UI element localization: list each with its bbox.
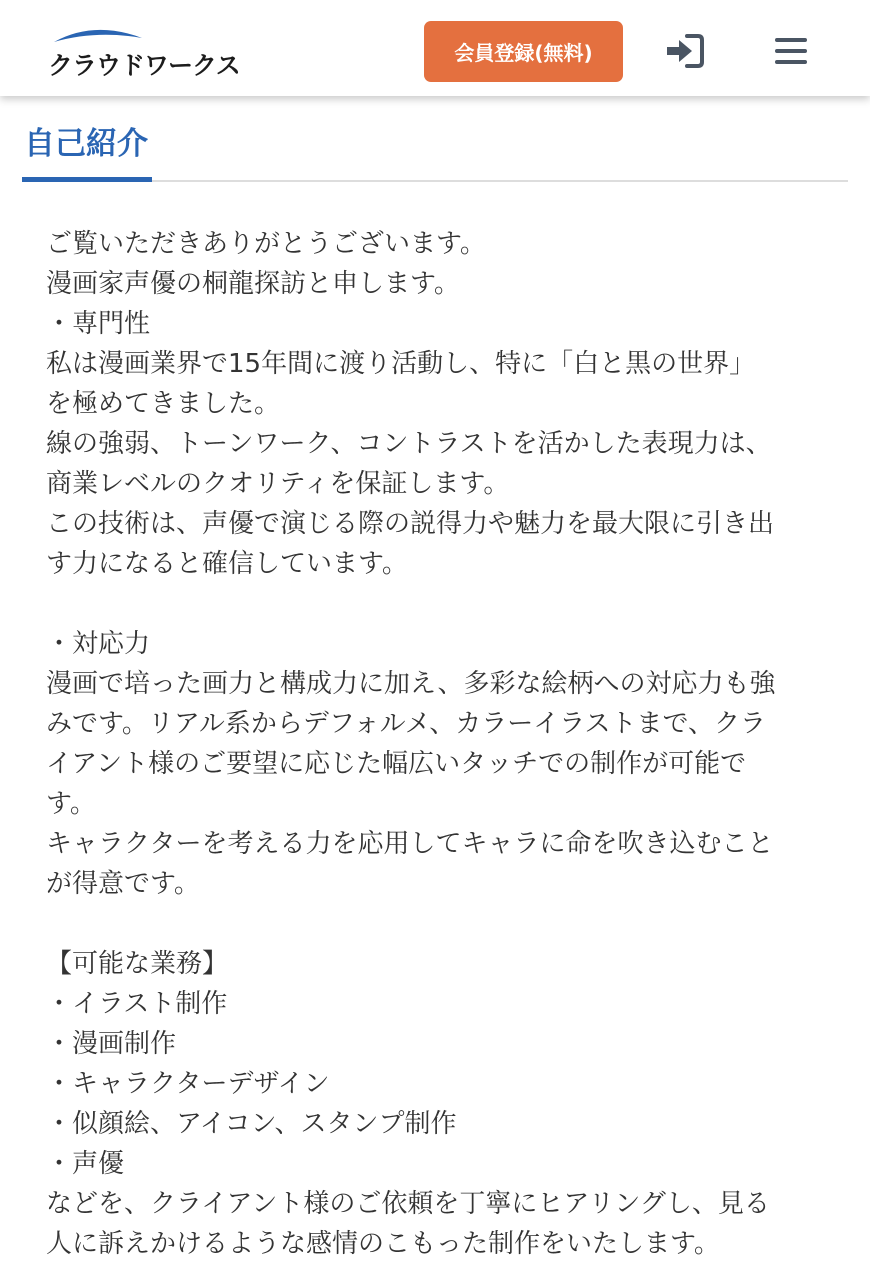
intro-line: す。 (46, 789, 96, 819)
intro-line: ・対応力 (46, 629, 151, 659)
register-button[interactable]: 会員登録(無料) (424, 21, 623, 82)
sign-in-icon[interactable] (665, 33, 705, 69)
intro-line: ・似顔絵、アイコン、スタンプ制作 (46, 1109, 457, 1139)
intro-line: 【可能な業務】 (46, 949, 229, 979)
section-header (22, 96, 848, 182)
section-title-underline (22, 177, 152, 182)
intro-line: 漫画で培った画力と構成力に加え、多彩な絵柄への対応力も強 (46, 669, 776, 699)
intro-line: 商業レベルのクオリティを保証します。 (46, 469, 510, 499)
intro-line: す力になると確信しています。 (46, 549, 408, 579)
intro-blank-line (46, 904, 836, 944)
hamburger-menu-icon[interactable] (774, 36, 808, 66)
site-header (0, 0, 870, 96)
crowdworks-logo[interactable] (46, 24, 240, 80)
intro-line: キャラクターを考える力を応用してキャラに命を吹き込むこと (46, 829, 774, 859)
intro-line: が得意です。 (46, 869, 200, 899)
logo-arc-icon (46, 24, 146, 44)
self-introduction-text (46, 224, 836, 1264)
intro-line: ・声優 (46, 1149, 125, 1179)
intro-line: ・キャラクターデザイン (46, 1069, 330, 1099)
intro-line: 人に訴えかけるような感情のこもった制作をいたします。 (46, 1229, 720, 1259)
intro-blank-line (46, 584, 836, 624)
logo-text: クラウドワークス (48, 51, 240, 80)
intro-line: この技術は、声優で演じる際の説得力や魅力を最大限に引き出 (46, 509, 775, 539)
section-title: 自己紹介 (24, 126, 148, 162)
intro-line: イアント様のご要望に応じた幅広いタッチでの制作が可能で (46, 749, 747, 779)
intro-line: などを、クライアント様のご依頼を丁寧にヒアリングし、見る (46, 1189, 770, 1219)
intro-line: ・専門性 (46, 309, 151, 339)
intro-line: 線の強弱、トーンワーク、コントラストを活かした表現力は、 (46, 429, 772, 459)
intro-line: ・イラスト制作 (46, 989, 228, 1019)
intro-line: ・漫画制作 (46, 1029, 177, 1059)
intro-line: 漫画家声優の桐龍探訪と申します。 (46, 269, 460, 299)
intro-line: を極めてきました。 (46, 389, 281, 419)
intro-line: ご覧いただきありがとうございます。 (46, 229, 486, 259)
intro-line: 私は漫画業界で15年間に渡り活動し、特に「白と黒の世界」 (46, 349, 756, 379)
intro-line: みです。リアル系からデフォルメ、カラーイラストまで、クラ (46, 709, 766, 739)
